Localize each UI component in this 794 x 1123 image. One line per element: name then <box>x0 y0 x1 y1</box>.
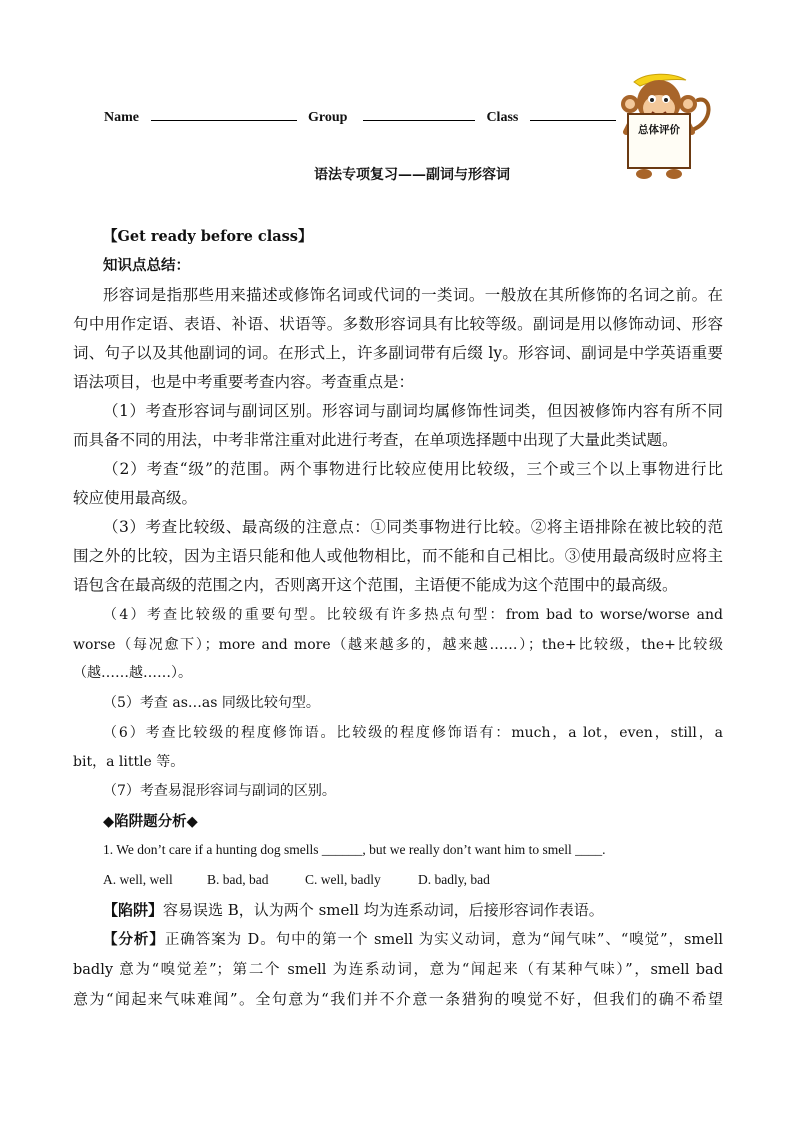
body-line-8: 较应使用最高级。 <box>73 489 198 507</box>
body-line-16: （6）考查比较级的程度修饰语。比较级的程度修饰语有：much，a lot，even，still，a <box>103 725 723 741</box>
trap-section-heading: ◆陷阱题分析◆ <box>103 813 198 830</box>
option-c: C. well, badly <box>305 872 381 887</box>
student-info-header <box>104 108 616 126</box>
class-label: Class <box>486 110 519 125</box>
question-1: 1. We don’t care if a hunting dog smells ______, but we really don’t want him to smell ____. <box>103 842 606 857</box>
option-d: D. badly, bad <box>418 872 490 887</box>
analysis-line-3: 意为“闻起来气味难闻”。全句意为“我们并不介意一条猎狗的嗅觉不好，但我们的确不希望 <box>73 990 723 1008</box>
body-line-10: 围之外的比较，因为主语只能和他人或他物相比，而不能和自己相比。③使用最高级时应将主 <box>73 547 723 565</box>
body-line-12: （4）考查比较级的重要句型。比较级有许多热点句型：from bad to worse/worse and <box>103 607 723 623</box>
body-line-4: 语法项目，也是中考重要考查内容。考查重点是： <box>73 373 415 391</box>
body-line-2: 句中用作定语、表语、补语、状语等。多数形容词具有比较等级。副词是用以修饰动词、形容 <box>73 315 723 333</box>
body-line-15: （5）考查 as…as 同级比较句型。 <box>103 695 320 711</box>
option-a: A. well, well <box>103 872 173 887</box>
body-line-6: 而具备不同的用法，中考非常注重对此进行考查，在单项选择题中出现了大量此类试题。 <box>73 431 678 449</box>
summary-heading: 知识点总结： <box>103 257 190 274</box>
analysis-line-2: badly 意为“嗅觉差”；第二个 smell 为连系动词，意为“闻起来（有某种气味）”，smell bad <box>73 962 723 978</box>
analysis-label: 【分析】 <box>103 931 165 948</box>
body-line-5: （1）考查形容词与副词区别。形容词与副词均属修饰性词类，但因被修饰内容有所不同 <box>103 402 723 420</box>
body-line-7: （2）考查“级”的范围。两个事物进行比较应使用比较级，三个或三个以上事物进行比 <box>103 460 723 478</box>
class-field[interactable] <box>530 108 616 121</box>
option-b: B. bad, bad <box>207 872 269 887</box>
body-line-3: 词、句子以及其他副词的词。在形式上，许多副词带有后缀 ly。形容词、副词是中学英语重要 <box>73 344 723 362</box>
trap-label: 【陷阱】 <box>103 901 164 919</box>
body-line-17: bit，a little 等。 <box>73 754 185 770</box>
group-field[interactable] <box>363 108 475 121</box>
body-line-1: 形容词是指那些用来描述或修饰名词或代词的一类词。一般放在其所修饰的名词之前。在 <box>103 286 723 304</box>
page-title: 语法专项复习——副词与形容词 <box>314 167 510 183</box>
body-line-18: （7）考查易混形容词与副词的区别。 <box>103 783 336 799</box>
body-line-9: （3）考查比较级、最高级的注意点：①同类事物进行比较。②将主语排除在被比较的范 <box>103 518 723 536</box>
body-line-13: worse（每况愈下）；more and more（越来越多的，越来越……）；the+比较级，the+比较级 <box>73 637 723 653</box>
trap-paragraph <box>103 899 753 920</box>
name-label: Name <box>104 110 139 125</box>
body-line-11: 语包含在最高级的范围之内，否则离开这个范围，主语便不能成为这个范围中的最高级。 <box>73 576 678 594</box>
group-label: Group <box>308 110 348 125</box>
evaluation-badge-text: 总体评价 <box>638 124 680 136</box>
body-line-14: （越……越……）。 <box>73 665 192 681</box>
answer-options <box>103 872 490 888</box>
trap-text: 容易误选 B，认为两个 smell 均为连系动词，后接形容词作表语。 <box>163 901 604 919</box>
analysis-text-1: 正确答案为 D。句中的第一个 smell 为实义动词，意为“闻气味”、“嗅觉”，smell <box>164 932 723 948</box>
analysis-line-1 <box>103 928 723 949</box>
section-heading: 【Get ready before class】 <box>103 228 313 245</box>
name-field[interactable] <box>151 108 297 121</box>
